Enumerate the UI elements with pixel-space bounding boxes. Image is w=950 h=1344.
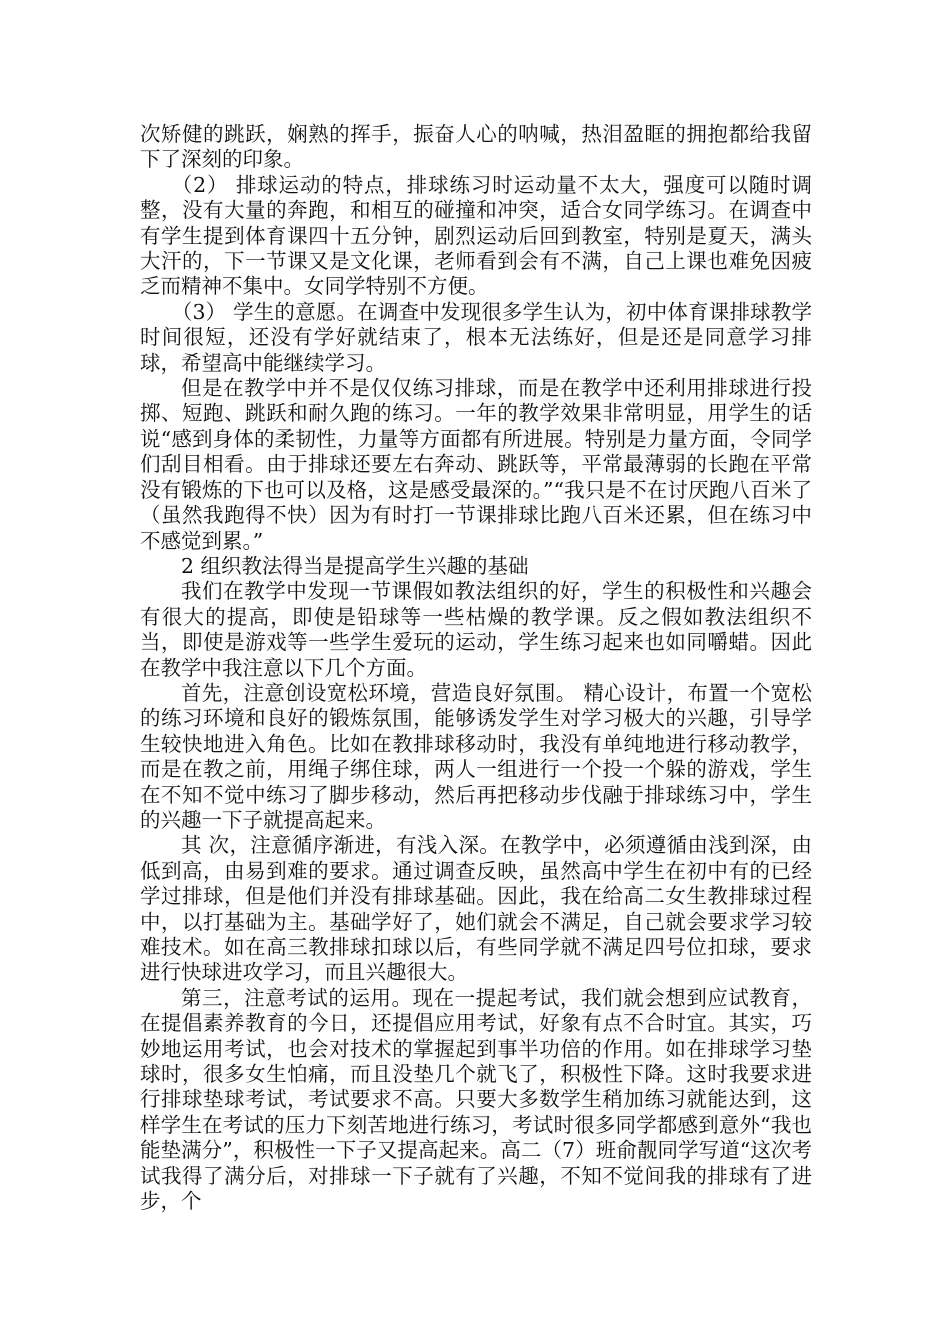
section-heading-2: 2 组织教法得当是提高学生兴趣的基础 [181,553,529,578]
document-body [140,122,812,1214]
paragraph-first-point: 首先，注意创设宽松环境，营造良好氛围。 精心设计，布置一个宽松的练习环境和良好的锻炼氛围，能够诱发学生对学习极大的兴趣，引导学生较快地进入角色。比如在教排球移动时，我没有单纯地进行移动教学，而是在教之前，用绳子绑住球，两人一组进行一个投一个躲的游戏，学生在不知不觉中练习了脚步移动，然后再把移动步伐融于排球练习中，学生的兴趣一下子就提高起来。 [140,680,812,832]
paragraph-point-2: （2） 排球运动的特点，排球练习时运动量不太大，强度可以随时调整，没有大量的奔跑，和相互的碰撞和冲突，适合女同学练习。在调查中有学生提到体育课四十五分钟，剧烈运动后回到教室，特别是夏天，满头大汗的，下一节课又是文化课，老师看到会有不满，自己上课也难免因疲乏而精神不集中。女同学特别不方便。 [140,172,812,299]
paragraph-continuation: 次矫健的跳跃，娴熟的挥手，振奋人心的呐喊，热泪盈眶的拥抱都给我留下了深刻的印象。 [140,122,812,172]
paragraph-teaching-methods: 我们在教学中发现一节课假如教法组织的好，学生的积极性和兴趣会有很大的提高，即使是铅球等一些枯燥的教学课。反之假如教法组织不当，即使是游戏等一些学生爱玩的运动，学生练习起来也如同嚼蜡。因此在教学中我注意以下几个方面。 [140,579,812,680]
paragraph-point-3: （3） 学生的意愿。在调查中发现很多学生认为，初中体育课排球教学时间很短，还没有学好就结束了，根本无法练好，但是还是同意学习排球，希望高中能继续学习。 [140,299,812,375]
paragraph-practice-results: 但是在教学中并不是仅仅练习排球，而是在教学中还利用排球进行投掷、短跑、跳跃和耐久跑的练习。一年的教学效果非常明显，用学生的话说“感到身体的柔韧性，力量等方面都有所进展。特别是力量方面，令同学们刮目相看。由于排球还要左右奔动、跳跃等，平常最薄弱的长跑在平常没有锻炼的下也可以及格，这是感受最深的。”“我只是不在讨厌跑八百米了（虽然我跑得不快）因为有时打一节课排球比跑八百米还累，但在练习中不感觉到累。” [140,376,812,553]
paragraph-third-point: 第三，注意考试的运用。现在一提起考试，我们就会想到应试教育，在提倡素养教育的今日，还提倡应用考试，好象有点不合时宜。其实，巧妙地运用考试，也会对技术的掌握起到事半功倍的作用。如在排球学习垫球时，很多女生怕痛，而且没垫几个就飞了，积极性下降。这时我要求进行排球垫球考试，考试要求不高。只要大多数学生稍加练习就能达到，这样学生在考试的压力下刻苦地进行练习，考试时很多同学都感到意外“我也能垫满分”，积极性一下子又提高起来。高二（7）班俞靓同学写道“这次考试我得了满分后，对排球一下子就有了兴趣，不知不觉间我的排球有了进步，个 [140,985,812,1214]
paragraph-second-point: 其 次，注意循序渐进，有浅入深。在教学中，必须遵循由浅到深，由低到高，由易到难的要求。通过调查反映，虽然高中学生在初中有的已经学过排球，但是他们并没有排球基础。因此，我在给高二女生教排球过程中，以打基础为主。基础学好了，她们就会不满足，自己就会要求学习较难技术。如在高三教排球扣球以后，有些同学就不满足四号位扣球，要求进行快球进攻学习，而且兴趣很大。 [140,833,812,985]
